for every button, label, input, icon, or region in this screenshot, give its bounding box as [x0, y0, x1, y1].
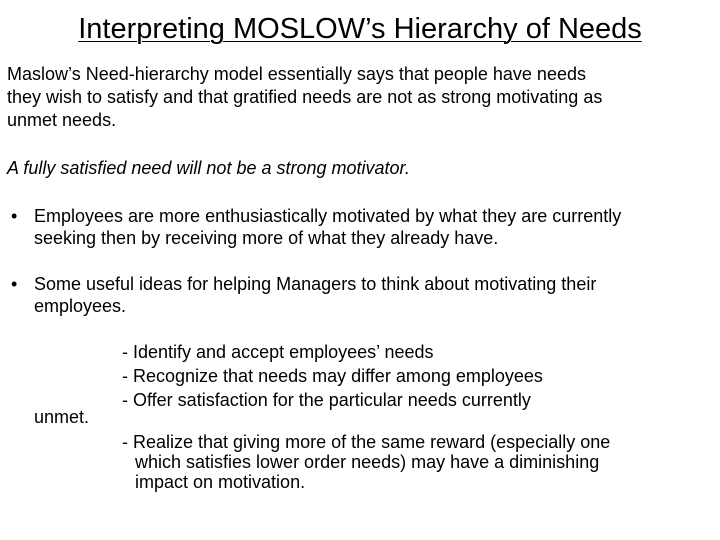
bullet-marker: • [11, 274, 18, 294]
idea-line: - Realize that giving more of the same reward (especially one [122, 432, 611, 452]
bullet-line: seeking then by receiving more of what they already have. [34, 228, 499, 248]
idea-item: - Recognize that needs may differ among employees [122, 366, 543, 386]
intro-line: they wish to satisfy and that gratified needs are not as strong motivating as [7, 87, 603, 107]
intro-line: unmet needs. [7, 110, 117, 130]
bullet-marker: • [11, 206, 18, 226]
bullet-line: employees. [34, 296, 127, 316]
bullet-line: Some useful ideas for helping Managers to think about motivating their [34, 274, 597, 294]
emphasis-statement: A fully satisfied need will not be a strong motivator. [7, 158, 410, 178]
intro-paragraph [7, 63, 602, 132]
ideas-overflow-word: unmet. [34, 407, 90, 427]
idea-item-last [122, 432, 610, 492]
slide-title: Interpreting MOSLOW’s Hierarchy of Needs [78, 13, 642, 45]
idea-line: impact on motivation. [135, 472, 306, 492]
bullet-line: Employees are more enthusiastically motivated by what they are currently [34, 206, 622, 226]
idea-item: - Identify and accept employees’ needs [122, 342, 434, 362]
idea-item: - Offer satisfaction for the particular needs currently [122, 390, 531, 410]
bullet-item-employees [34, 205, 621, 249]
ideas-list [122, 340, 543, 412]
intro-line: Maslow’s Need-hierarchy model essentially says that people have needs [7, 64, 586, 84]
idea-line: which satisfies lower order needs) may have a diminishing [135, 452, 600, 472]
bullet-item-managers [34, 273, 596, 317]
